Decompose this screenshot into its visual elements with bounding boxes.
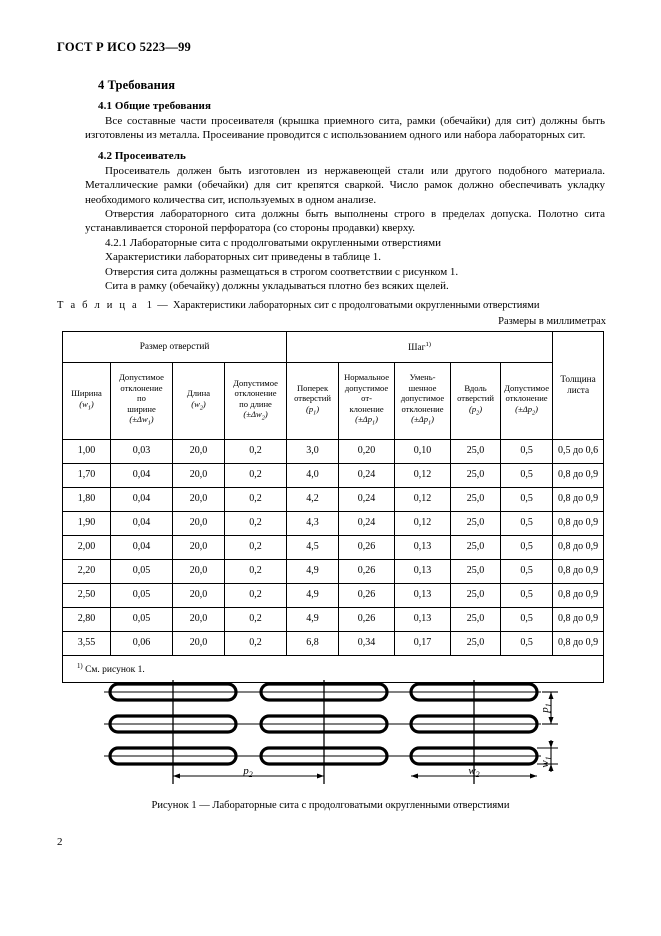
table-cell: 2,80	[63, 608, 111, 632]
table-cell: 0,8 до 0,9	[553, 632, 604, 656]
sieve-pattern-svg	[96, 676, 566, 788]
table-cell: 0,5	[501, 440, 553, 464]
table-cell: 0,5	[501, 560, 553, 584]
column-header-normal-tolerance: Нормальное допустимое от- клонение $(\pm\Delta p_1)$	[339, 363, 395, 440]
table-column-header-row	[63, 363, 604, 440]
table-cell: 1,80	[63, 488, 111, 512]
table-row	[63, 464, 604, 488]
paragraph-4-2-second: Отверстия лабораторного сита должны быть выполнены строго в пределах допуска. Полотно сита устанавливается стороной перфоратора (со стороны продавки) кверху.	[85, 208, 605, 235]
column-header-sheet-thickness: Толщина листа	[553, 332, 604, 440]
table-cell: 0,2	[225, 584, 287, 608]
section-heading-4-2: 4.2 Просеиватель	[98, 149, 186, 162]
table-units-note: Размеры в миллиметрах	[498, 316, 606, 327]
section-heading-4-1: 4.1 Общие требования	[98, 100, 211, 112]
table-cell: 0,2	[225, 608, 287, 632]
table-cell: 0,04	[111, 464, 173, 488]
table-cell: 0,5	[501, 608, 553, 632]
table-cell: 0,8 до 0,9	[553, 584, 604, 608]
table-group-header-row	[63, 332, 604, 363]
table-cell: 0,5	[501, 536, 553, 560]
table-cell: 0,05	[111, 608, 173, 632]
body-content	[85, 70, 605, 293]
label-w1: $w_1$	[539, 756, 553, 768]
table-cell: 0,06	[111, 632, 173, 656]
table-cell: 20,0	[173, 440, 225, 464]
footnote-ref: 1)	[425, 341, 432, 349]
table-cell: 3,55	[63, 632, 111, 656]
table-cell: 0,12	[395, 488, 451, 512]
table-cell: 25,0	[451, 464, 501, 488]
table-cell: 4,9	[287, 560, 339, 584]
table-cell: 0,2	[225, 536, 287, 560]
table-cell: 0,26	[339, 536, 395, 560]
table-cell: 25,0	[451, 536, 501, 560]
table-cell: 0,03	[111, 440, 173, 464]
table-cell: 25,0	[451, 560, 501, 584]
table-cell: 0,24	[339, 512, 395, 536]
table-cell: 0,8 до 0,9	[553, 536, 604, 560]
table-cell: 0,13	[395, 536, 451, 560]
table-cell: 4,9	[287, 584, 339, 608]
figure-1-caption: Рисунок 1 — Лабораторные сита с продолговатыми округленными отверстиями	[151, 800, 510, 811]
table-cell: 4,0	[287, 464, 339, 488]
table-cell: 0,5 до 0,6	[553, 440, 604, 464]
table-cell: 2,00	[63, 536, 111, 560]
column-header-pitch-tolerance: Допустимое отклонение $(\pm\Delta p_2)$	[501, 363, 553, 440]
table-cell: 0,17	[395, 632, 451, 656]
table-footnote: $^{1)}$ См. рисунок 1.	[63, 656, 604, 683]
table-cell: 20,0	[173, 464, 225, 488]
table-cell: 0,13	[395, 608, 451, 632]
table-cell: 25,0	[451, 608, 501, 632]
table-cell: 20,0	[173, 488, 225, 512]
table-body	[63, 440, 604, 683]
table-cell: 0,5	[501, 512, 553, 536]
table-caption-label: Т а б л и ц а	[57, 300, 139, 311]
table-cell: 0,8 до 0,9	[553, 512, 604, 536]
column-header-along-holes: Вдоль отверстий $(p_2)$	[451, 363, 501, 440]
column-header-across-holes: Поперек отверстий $(p_1)$	[287, 363, 339, 440]
table-cell: 0,5	[501, 488, 553, 512]
table-row	[63, 560, 604, 584]
table-cell: 0,2	[225, 440, 287, 464]
table-cell: 1,00	[63, 440, 111, 464]
table-cell: 0,2	[225, 560, 287, 584]
table-cell: 25,0	[451, 632, 501, 656]
column-header-length: Длина $(w_2)$	[173, 363, 225, 440]
table-row	[63, 608, 604, 632]
table-cell: 0,04	[111, 536, 173, 560]
table-head	[63, 332, 604, 440]
table-cell: 0,2	[225, 632, 287, 656]
table-cell: 25,0	[451, 488, 501, 512]
paragraph-4-2-1-line-3: Сита в рамку (обечайку) должны укладываться плотно без всяких щелей.	[105, 280, 449, 293]
table-cell: 1,70	[63, 464, 111, 488]
table-cell: 0,5	[501, 584, 553, 608]
table-caption-text: Характеристики лабораторных сит с продолговатыми округленными отверстиями	[173, 300, 540, 311]
table-caption-number: 1	[146, 300, 153, 311]
table-caption	[57, 300, 539, 311]
table-1-wrapper	[62, 331, 603, 683]
table-cell: 0,2	[225, 488, 287, 512]
table-cell: 2,20	[63, 560, 111, 584]
table-cell: 0,8 до 0,9	[553, 560, 604, 584]
column-header-width: Ширина $(w_1)$	[63, 363, 111, 440]
table-cell: 0,2	[225, 512, 287, 536]
paragraph-4-1: Все составные части просеивателя (крышка приемного сита, рамки (обечайки) для сит) должны быть изготовлены из металла. Просеивание проводится с использованием одного или набора лабораторных сит.	[85, 115, 605, 142]
table-cell: 20,0	[173, 584, 225, 608]
table-cell: 0,26	[339, 608, 395, 632]
label-p2: $p_2$	[243, 765, 253, 779]
table-row	[63, 632, 604, 656]
section-heading-4-2-1: 4.2.1 Лабораторные сита с продолговатыми округленными отверстиями	[105, 236, 441, 249]
table-cell: 4,3	[287, 512, 339, 536]
table-cell: 0,8 до 0,9	[553, 464, 604, 488]
table-cell: 0,26	[339, 560, 395, 584]
table-cell: 0,5	[501, 632, 553, 656]
table-cell: 0,13	[395, 560, 451, 584]
table-row	[63, 512, 604, 536]
table-cell: 20,0	[173, 608, 225, 632]
paragraph-4-2-1-line-2: Отверстия сита должны размещаться в строгом соответствии с рисунком 1.	[105, 265, 459, 278]
table-cell: 0,13	[395, 584, 451, 608]
table-cell: 3,0	[287, 440, 339, 464]
label-p1: $p_1$	[539, 703, 553, 713]
table-cell: 20,0	[173, 632, 225, 656]
table-cell: 6,8	[287, 632, 339, 656]
table-sieve-characteristics	[62, 331, 604, 683]
table-cell: 0,10	[395, 440, 451, 464]
table-cell: 0,05	[111, 560, 173, 584]
column-header-reduced-tolerance: Умень- шенное допустимое отклонение $(\pm\Delta p_1)$	[395, 363, 451, 440]
table-cell: 0,34	[339, 632, 395, 656]
label-w2: $w_2$	[468, 765, 480, 779]
group-header-hole-size: Размер отверстий	[63, 332, 287, 363]
table-cell: 20,0	[173, 512, 225, 536]
table-cell: 0,04	[111, 488, 173, 512]
paragraph-4-2-first: Просеиватель должен быть изготовлен из нержавеющей стали или другого подобного материала. Металлические рамки (обечайки) для сит крепятся сваркой. Число рамок должно обеспечивать укладку необходимого количества сит, используемых в одном анализе.	[85, 164, 605, 206]
table-cell: 0,04	[111, 512, 173, 536]
table-cell: 0,8 до 0,9	[553, 608, 604, 632]
table-cell: 0,05	[111, 584, 173, 608]
table-cell: 1,90	[63, 512, 111, 536]
section-heading-4: 4 Требования	[98, 78, 176, 92]
column-header-length-tolerance: Допустимое отклонение по длине $(\pm\Delta w_2)$	[225, 363, 287, 440]
running-head: ГОСТ Р ИСО 5223—99	[57, 40, 191, 54]
table-cell: 0,8 до 0,9	[553, 488, 604, 512]
table-cell: 4,5	[287, 536, 339, 560]
table-cell: 2,50	[63, 584, 111, 608]
figure-1-drawing	[96, 676, 566, 788]
table-cell: 20,0	[173, 536, 225, 560]
table-cell: 0,24	[339, 488, 395, 512]
table-cell: 0,20	[339, 440, 395, 464]
table-cell: 0,2	[225, 464, 287, 488]
table-cell: 0,24	[339, 464, 395, 488]
table-row	[63, 488, 604, 512]
table-row	[63, 584, 604, 608]
table-cell: 0,26	[339, 584, 395, 608]
group-header-pitch: Шаг$^{1)}$	[287, 332, 553, 363]
column-header-width-tolerance: Допустимое отклонение по ширине $(\pm\Delta w_1)$	[111, 363, 173, 440]
table-cell: 0,12	[395, 464, 451, 488]
page-number: 2	[57, 836, 63, 848]
table-cell: 0,12	[395, 512, 451, 536]
table-cell: 25,0	[451, 440, 501, 464]
table-cell: 0,5	[501, 464, 553, 488]
table-cell: 20,0	[173, 560, 225, 584]
table-cell: 4,9	[287, 608, 339, 632]
table-row	[63, 536, 604, 560]
table-caption-dash: —	[157, 300, 168, 311]
table-cell: 4,2	[287, 488, 339, 512]
table-cell: 25,0	[451, 512, 501, 536]
table-row	[63, 440, 604, 464]
paragraph-4-2-1-line-1: Характеристики лабораторных сит приведены в таблице 1.	[105, 251, 382, 264]
table-cell: 25,0	[451, 584, 501, 608]
